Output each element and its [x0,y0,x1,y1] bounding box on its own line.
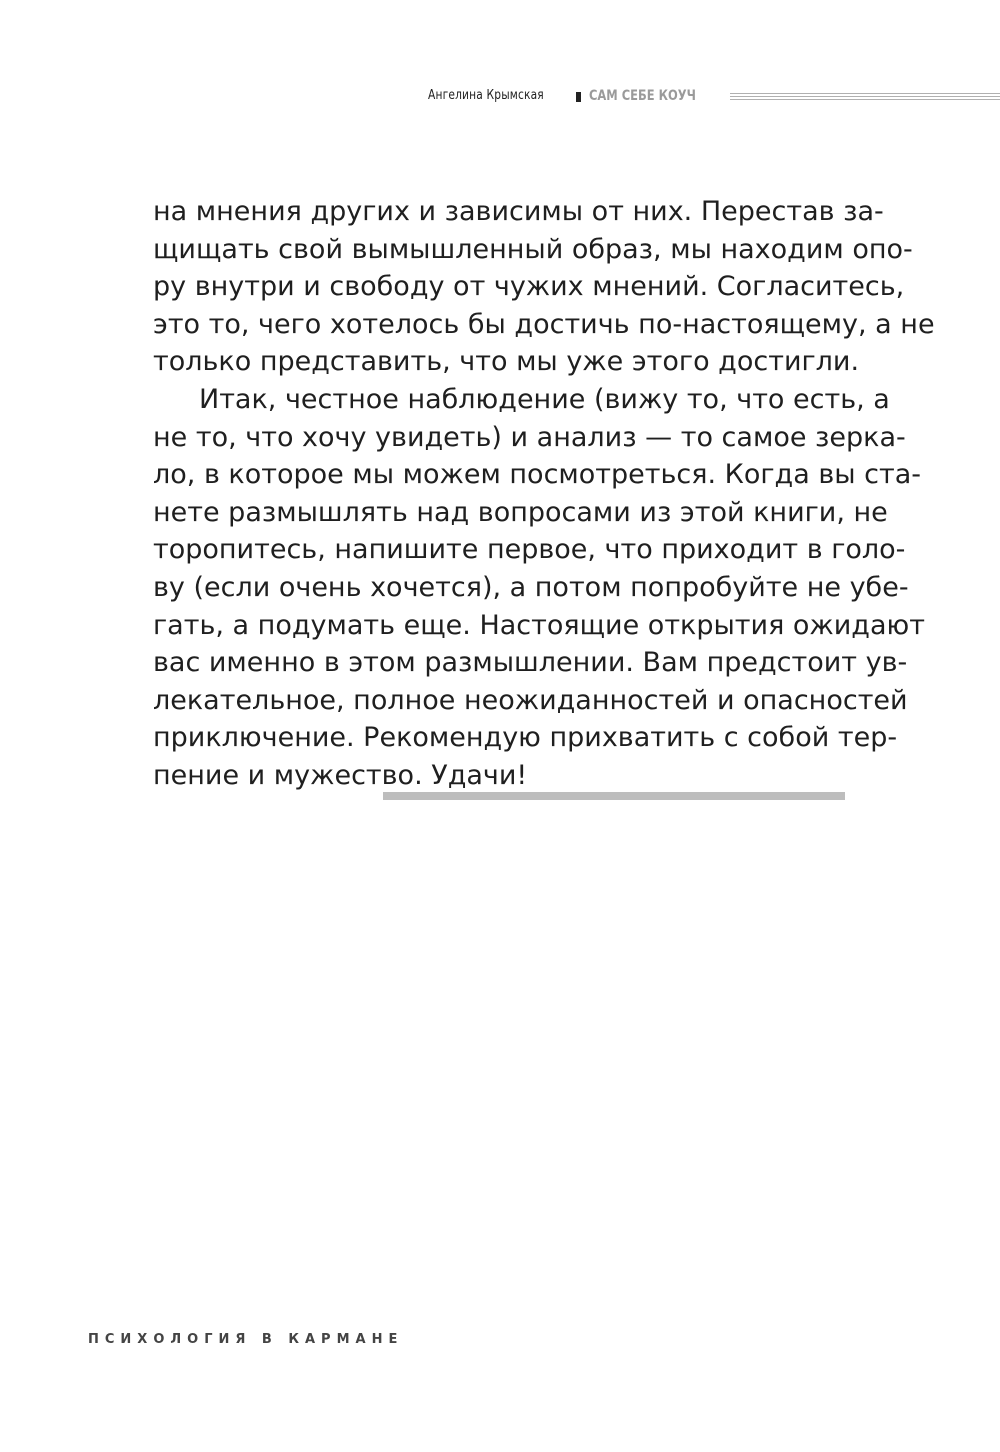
text-line: щищать свой вымышленный образ, мы находим опо- [153,233,913,265]
text-line: ло, в которое мы можем посмотреться. Когда вы ста- [153,459,922,491]
text-line: гать, а подумать еще. Настоящие открытия ожидают [153,609,925,641]
text-line: торопитесь, напишите первое, что приходит в голо- [153,534,906,566]
running-head-rules [730,93,1000,101]
running-head [0,88,1000,112]
text-line: Итак, честное наблюдение (вижу то, что есть, а [199,383,890,415]
body-text [153,193,935,795]
text-line: вас именно в этом размышлении. Вам предстоит ув- [153,647,908,679]
text-line: только представить, что мы уже этого достигли. [153,346,860,378]
text-line: пение и мужество. Удачи! [153,759,528,791]
section-end-rule [383,792,845,800]
text-line: ву (если очень хочется), а потом попробуйте не убе- [153,571,909,603]
text-line: не то, что хочу увидеть) и анализ — то самое зерка- [153,421,906,453]
text-line: приключение. Рекомендую прихватить с собой тер- [153,722,898,754]
footer-series: ПСИХОЛОГИЯ В КАРМАНЕ [88,1332,404,1347]
running-head-separator [576,92,581,102]
text-line: ру внутри и свободу от чужих мнений. Согласитесь, [153,271,905,303]
running-head-author: Ангелина Крымская [428,88,544,103]
text-line: лекательное, полное неожиданностей и опасностей [153,684,908,716]
text-line: на мнения других и зависимы от них. Перестав за- [153,196,884,227]
running-head-title: САМ СЕБЕ КОУЧ [589,88,696,104]
text-line: это то, чего хотелось бы достичь по-настоящему, а не [153,308,935,340]
text-line: нете размышлять над вопросами из этой книги, не [153,496,888,528]
